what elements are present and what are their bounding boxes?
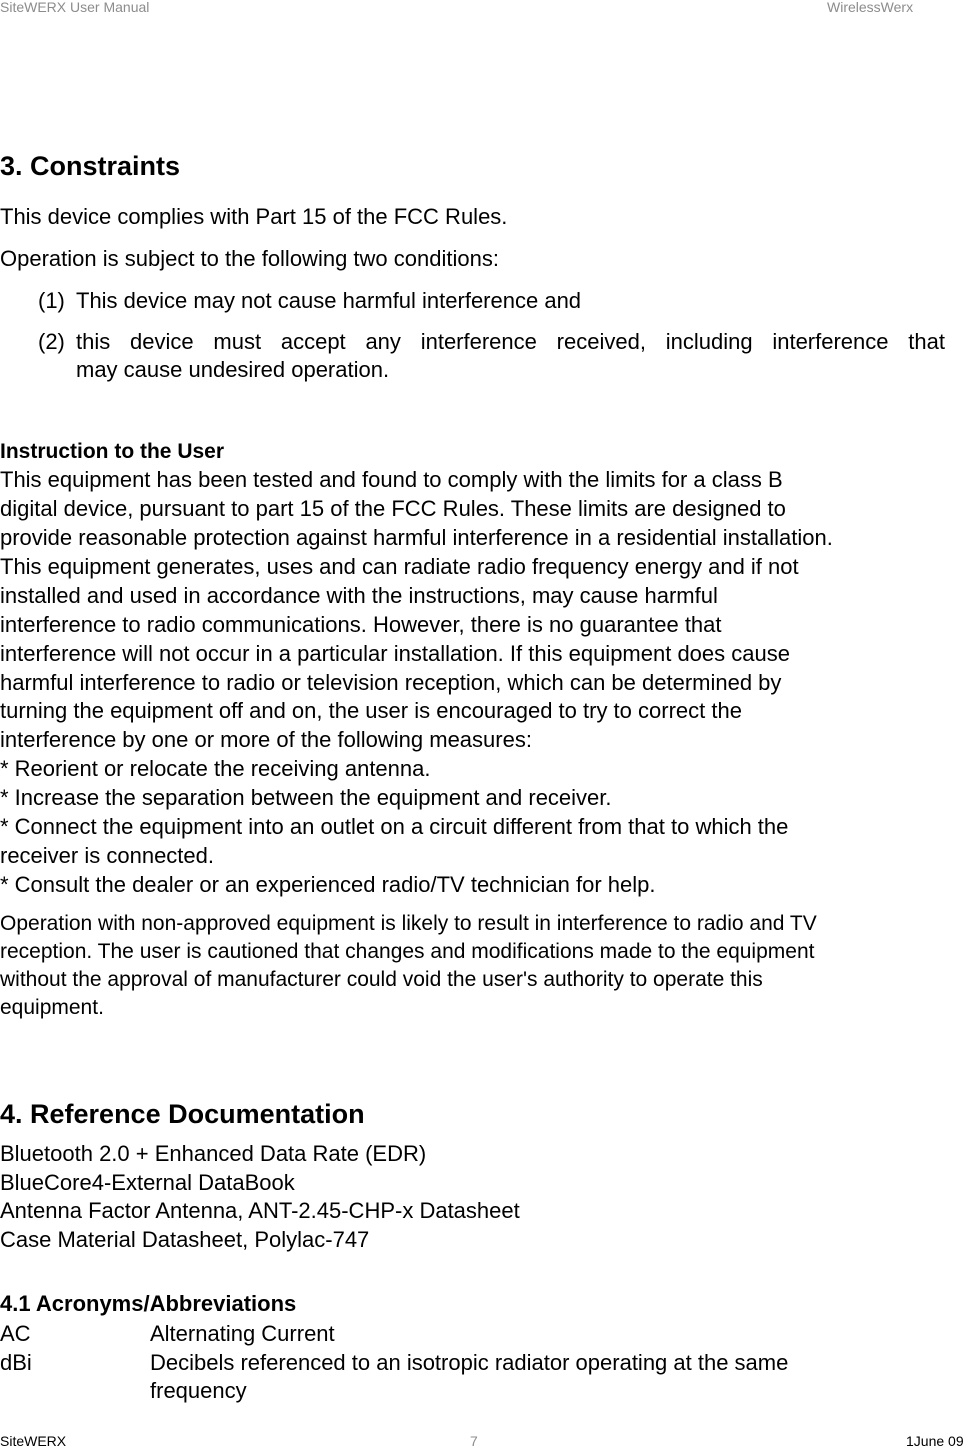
warning-line: equipment. — [0, 996, 104, 1019]
section-4-1-title: 4.1 Acronyms/Abbreviations — [0, 1291, 297, 1316]
condition-2-number: (2) — [38, 329, 65, 354]
condition-1-text: This device may not cause harmful interference and — [76, 288, 582, 313]
reference-item: BlueCore4-External DataBook — [0, 1170, 295, 1195]
instruction-line: digital device, pursuant to part 15 of the FCC Rules. These limits are designed to — [0, 496, 786, 521]
condition-2-text-line-1: this device must accept any interference received, including interference that — [76, 329, 945, 354]
acronym-definition: Decibels referenced to an isotropic radiator operating at the same — [150, 1350, 789, 1375]
section-3-line-1: This device complies with Part 15 of the FCC Rules. — [0, 204, 508, 229]
condition-1-number: (1) — [38, 288, 65, 313]
reference-item: Case Material Datasheet, Polylac-747 — [0, 1227, 370, 1252]
reference-item: Antenna Factor Antenna, ANT-2.45-CHP-x Datasheet — [0, 1198, 520, 1223]
condition-2-text-line-2: may cause undesired operation. — [76, 357, 390, 382]
instruction-line: interference to radio communications. However, there is no guarantee that — [0, 612, 722, 637]
footer-page-number: 7 — [470, 1433, 478, 1449]
acronym-term: dBi — [0, 1350, 32, 1375]
warning-line: without the approval of manufacturer could void the user's authority to operate this — [0, 968, 763, 991]
footer-left: SiteWERX — [0, 1433, 67, 1449]
warning-line: reception. The user is cautioned that changes and modifications made to the equipment — [0, 940, 815, 963]
instruction-line: This equipment has been tested and found to comply with the limits for a class B — [0, 467, 783, 492]
instruction-line: harmful interference to radio or television reception, which can be determined by — [0, 670, 782, 695]
measure-item: * Increase the separation between the equipment and receiver. — [0, 785, 612, 810]
instruction-line: interference will not occur in a particular installation. If this equipment does cause — [0, 641, 790, 666]
footer-right: 1June 09 — [906, 1433, 964, 1449]
acronym-definition: Alternating Current — [150, 1321, 335, 1346]
measure-item: * Consult the dealer or an experienced radio/TV technician for help. — [0, 872, 656, 897]
section-3-title: 3. Constraints — [0, 151, 181, 181]
instruction-line: provide reasonable protection against harmful interference in a residential installation. — [0, 525, 833, 550]
header-right: WirelessWerx — [827, 0, 914, 15]
instruction-line: interference by one or more of the following measures: — [0, 727, 532, 752]
instruction-line: turning the equipment off and on, the user is encouraged to try to correct the — [0, 698, 742, 723]
instruction-line: installed and used in accordance with the instructions, may cause harmful — [0, 583, 718, 608]
acronym-definition-continued: frequency — [150, 1378, 247, 1403]
instruction-title: Instruction to the User — [0, 440, 225, 463]
measure-item-continued: receiver is connected. — [0, 843, 214, 868]
instruction-line: This equipment generates, uses and can radiate radio frequency energy and if not — [0, 554, 799, 579]
acronym-term: AC — [0, 1321, 31, 1346]
warning-line: Operation with non-approved equipment is likely to result in interference to radio and TV — [0, 912, 817, 935]
section-4-title: 4. Reference Documentation — [0, 1099, 365, 1129]
measure-item: * Connect the equipment into an outlet on a circuit different from that to which the — [0, 814, 789, 839]
measure-item: * Reorient or relocate the receiving antenna. — [0, 756, 431, 781]
section-3-line-2: Operation is subject to the following two conditions: — [0, 246, 499, 271]
reference-item: Bluetooth 2.0 + Enhanced Data Rate (EDR) — [0, 1141, 427, 1166]
header-left: SiteWERX User Manual — [0, 0, 150, 15]
